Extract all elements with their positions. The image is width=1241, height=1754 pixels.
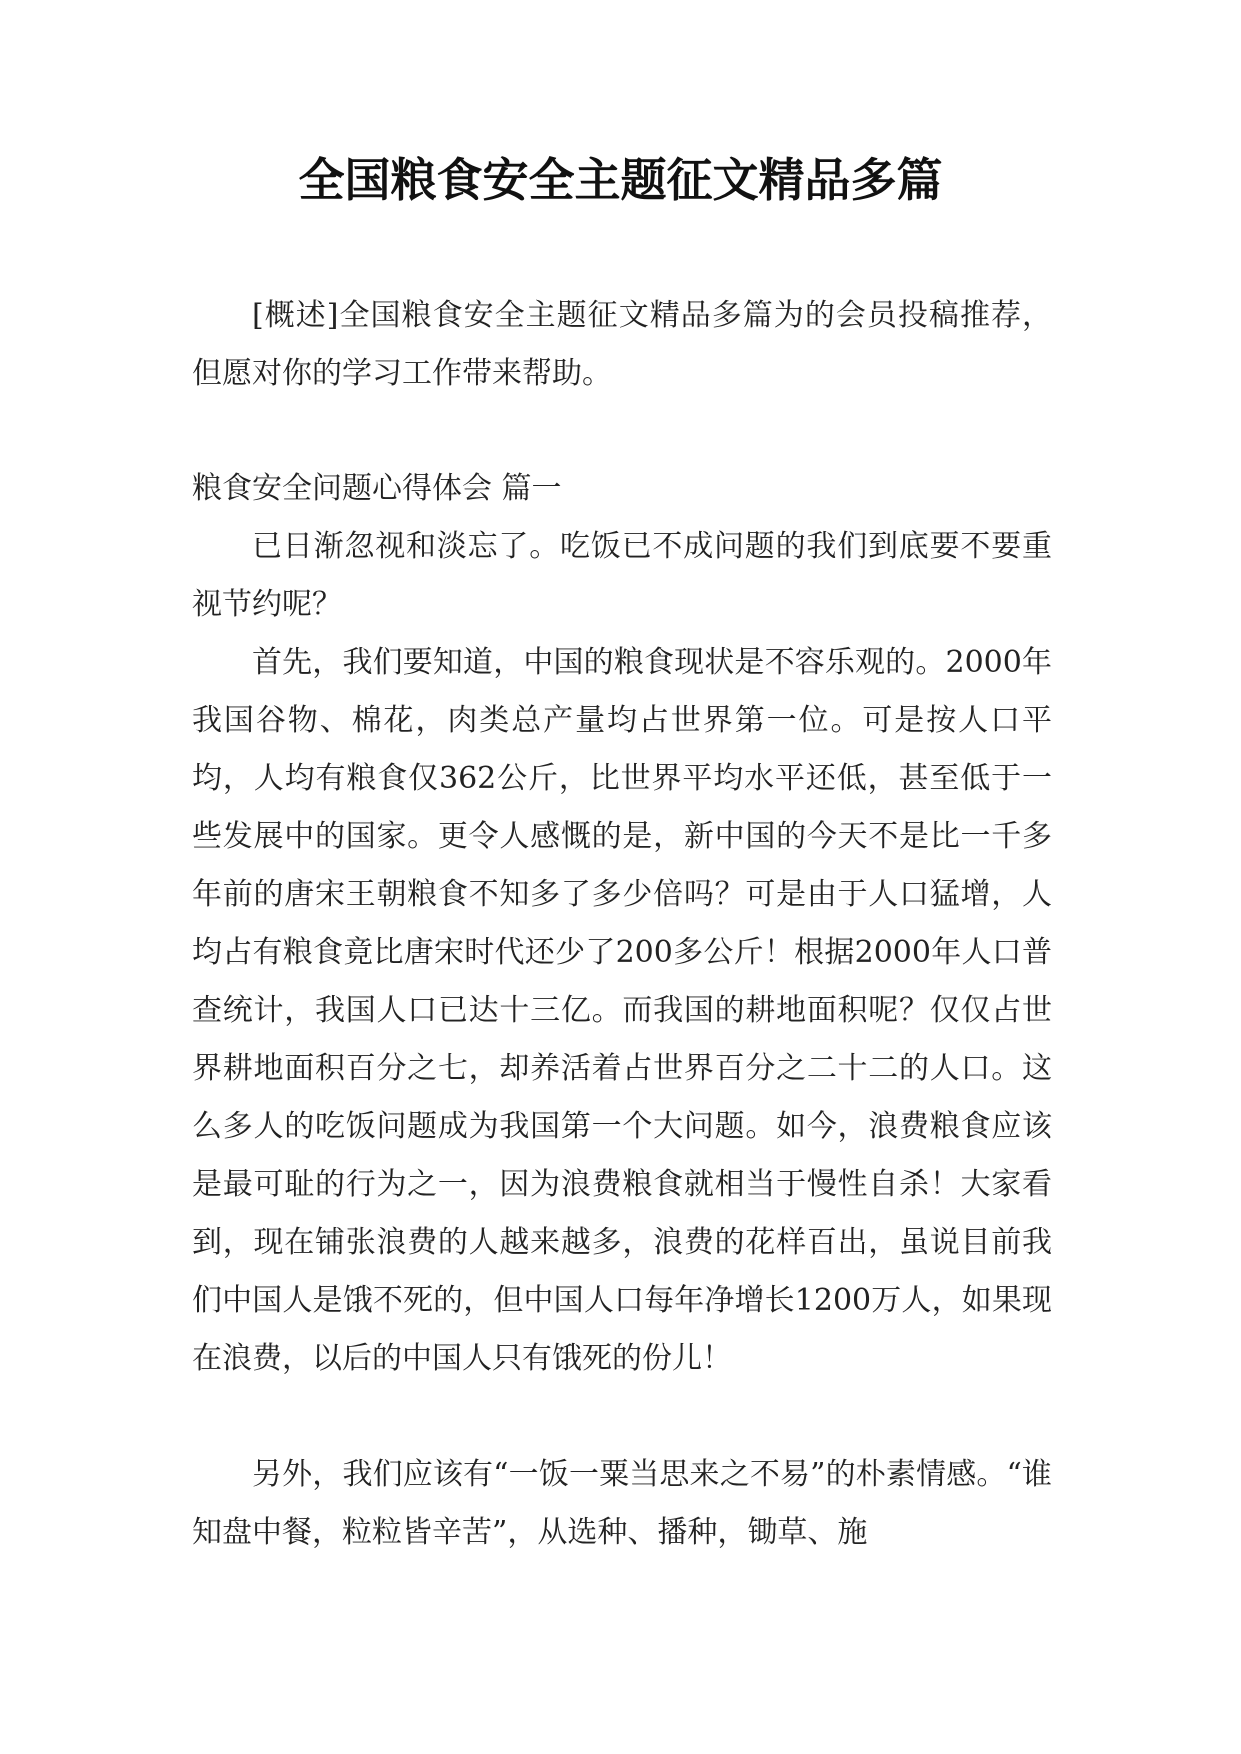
section-heading: 粮食安全问题心得体会 篇一 [192, 471, 562, 506]
body-paragraph-1: 已日渐忽视和淡忘了。吃饭已不成问题的我们到底要不要重视节约呢？ [192, 529, 1052, 622]
body-paragraph-3: 另外，我们应该有“一饭一粟当思来之不易”的朴素情感。“谁知盘中餐，粒粒皆辛苦”，从选种、播种，锄草、施 [192, 1457, 1052, 1550]
document-title: 全国粮食安全主题征文精品多篇 [298, 153, 943, 207]
body-paragraph-2: 首先，我们要知道，中国的粮食现状是不容乐观的。2000年我国谷物、棉花，肉类总产量均占世界第一位。可是按人口平均，人均有粮食仅362公斤，比世界平均水平还低，甚至低于一些发展中的国家。更令人感慨的是，新中国的今天不是比一千多年前的唐宋王朝粮食不知多了多少倍吗？可是由于人口猛增，人均占有粮食竟比唐宋时代还少了200多公斤！根据2000年人口普查统计，我国人口已达十三亿。而我国的耕地面积呢？仅仅占世界耕地面积百分之七，却养活着占世界百分之二十二的人口。这么多人的吃饭问题成为我国第一个大问题。如今，浪费粮食应该是最可耻的行为之一，因为浪费粮食就相当于慢性自杀！大家看到，现在铺张浪费的人越来越多，浪费的花样百出，虽说目前我们中国人是饿不死的，但中国人口每年净增长1200万人，如果现在浪费，以后的中国人只有饿死的份儿！ [192, 645, 1052, 1376]
summary-paragraph: [概述]全国粮食安全主题征文精品多篇为的会员投稿推荐，但愿对你的学习工作带来帮助。 [192, 298, 1052, 391]
